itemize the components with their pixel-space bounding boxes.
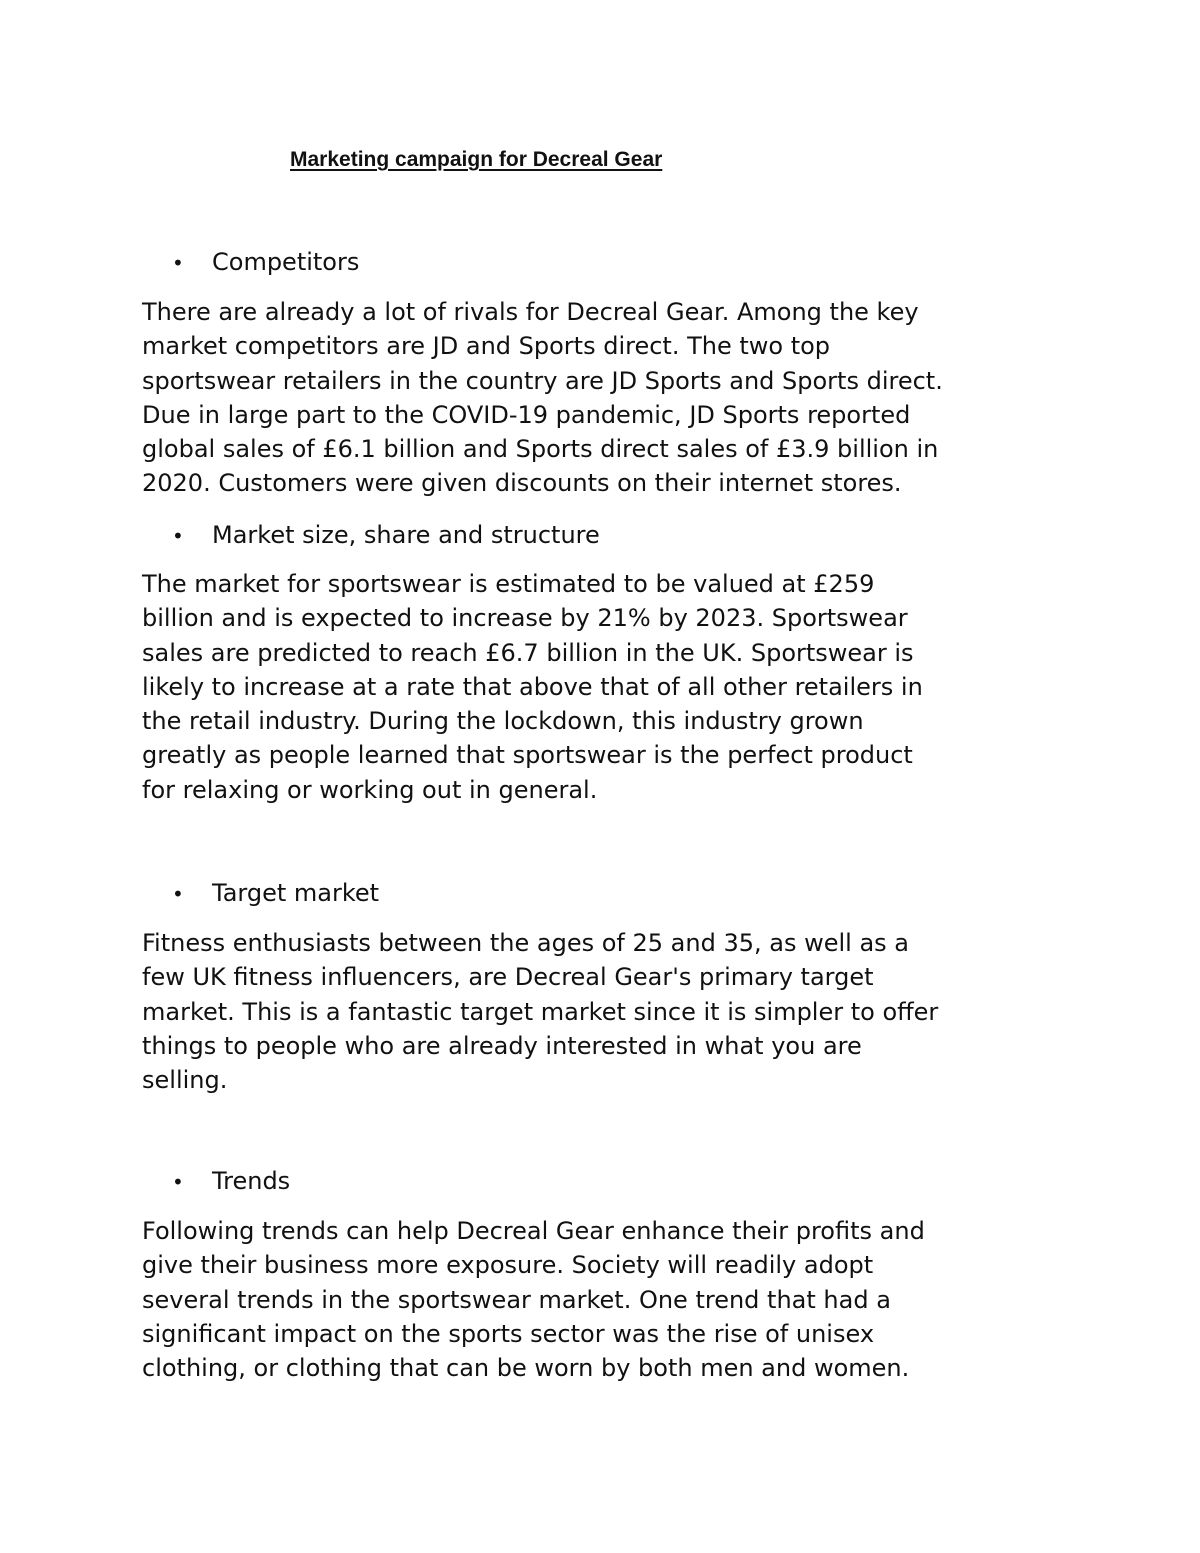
- section-body-target-market: Fitness enthusiasts between the ages of 25 and 35, as well as a few UK fitness influencers, are Decreal Gear's primary target market. This is a fantastic target market since it is simpler to offer things to people who are already interested in what you are selling.: [142, 929, 939, 1095]
- section-body-market-size: The market for sportswear is estimated to be valued at £259 billion and is expected to increase by 21% by 2023. Sportswear sales are predicted to reach £6.7 billion in the UK. Sportswear is likely to increase at a rate that above that of all other retailers in the retail industry. During the lockdown, this industry grown greatly as people learned that sportswear is the perfect product for relaxing or working out in general.: [142, 570, 923, 804]
- section-heading-label: Target market: [212, 879, 380, 907]
- section-heading-label: Trends: [212, 1167, 291, 1195]
- document-title: Marketing campaign for Decreal Gear: [290, 148, 663, 171]
- bullet-icon: •: [172, 251, 184, 275]
- section-heading-label: Market size, share and structure: [212, 521, 600, 549]
- section-body-trends: Following trends can help Decreal Gear enhance their profits and give their business more exposure. Society will readily adopt several trends in the sportswear market. One trend that had a significant impact on the sports sector was the rise of unisex clothing, or clothing that can be worn by both men and women.: [142, 1217, 925, 1383]
- bullet-icon: •: [172, 882, 184, 906]
- section-body-competitors: There are already a lot of rivals for Decreal Gear. Among the key market competitors are JD and Sports direct. The two top sportswear retailers in the country are JD Sports and Sports direct. Due in large part to the COVID-19 pandemic, JD Sports reported global sales of £6.1 billion and Sports direct sales of £3.9 billion in 2020. Customers were given discounts on their internet stores.: [142, 298, 943, 498]
- section-heading-target-market: [172, 876, 379, 911]
- bullet-icon: •: [172, 524, 184, 548]
- section-heading-trends: [172, 1164, 290, 1199]
- section-heading-market-size: [172, 518, 600, 553]
- section-heading-label: Competitors: [212, 248, 360, 276]
- bullet-icon: •: [172, 1170, 184, 1194]
- section-heading-competitors: [172, 245, 359, 280]
